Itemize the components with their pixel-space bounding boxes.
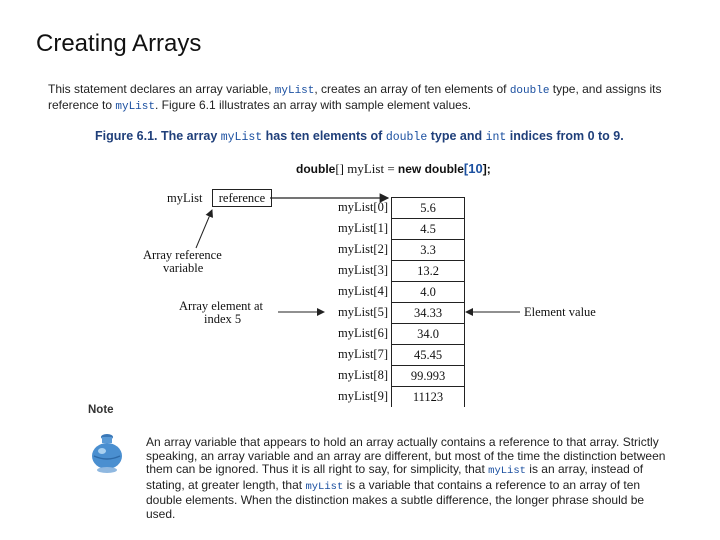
array-index-label: myList[6]	[338, 326, 388, 340]
reference-box: reference	[212, 189, 272, 207]
caption-code-3: int	[485, 131, 507, 144]
array-cell: 99.993	[392, 365, 464, 386]
array-index-label: myList[1]	[338, 221, 388, 235]
note-text-1: An array variable that appears to hold an array actually contains a reference to that array. Strictly speaking, an array variable and an array are different, but most of the time the distinction between them can be ignored. Thus it is all right to say, for simplicity, that	[146, 435, 666, 476]
note-text-2: is an array, instead of stating, at greater length, that	[146, 462, 644, 492]
array-cell: 5.6	[392, 197, 464, 218]
caption-text-2: has ten elements of	[262, 129, 386, 143]
vase-icon	[90, 432, 124, 474]
intro-text-4: . Figure 6.1 illustrates an array with sample element values.	[154, 98, 472, 112]
note-text-3: is a variable that contains a reference to an array of ten double elements. When the distinction makes a subtle difference, the longer phrase should be used.	[146, 477, 645, 521]
intro-code-2: double	[509, 85, 550, 97]
decl-var: [] myList =	[335, 161, 398, 176]
array-index-label: myList[2]	[338, 242, 388, 256]
var-name-label: myList	[167, 191, 203, 205]
array-index-label: myList[5]	[338, 305, 388, 319]
intro-text-1: This statement declares an array variable,	[48, 82, 275, 96]
ref-var-arrow	[196, 210, 212, 248]
array-index-label: myList[3]	[338, 263, 388, 277]
ref-var-label-2: variable	[163, 261, 204, 275]
decl-new: new double	[397, 162, 464, 176]
array-grid	[391, 197, 465, 407]
intro-text-3: type, and assigns its reference to	[48, 82, 662, 112]
intro-text-2: , creates an array of ten elements of	[314, 82, 510, 96]
caption-text-1: Figure 6.1. The array	[95, 129, 221, 143]
note-code-1: myList	[488, 465, 526, 477]
caption-text-4: indices from 0 to 9.	[506, 129, 624, 143]
intro-code-3: myList	[115, 101, 155, 113]
decl-close: ];	[482, 162, 491, 176]
note-label: Note	[88, 404, 114, 416]
note-paragraph	[146, 436, 674, 521]
array-index-label: myList[9]	[338, 389, 388, 403]
array-cell: 45.45	[392, 344, 464, 365]
array-cell: 4.0	[392, 281, 464, 302]
array-cell: 13.2	[392, 260, 464, 281]
note-code-2: myList	[305, 480, 344, 493]
array-cell: 34.0	[392, 323, 464, 344]
array-cell: 34.33	[392, 302, 464, 323]
decl-open: [	[463, 161, 469, 176]
array-index-label: myList[0]	[338, 200, 388, 214]
intro-code-1: myList	[274, 85, 315, 97]
elem-label-1: Array element at	[179, 299, 263, 313]
array-cell: 3.3	[392, 239, 464, 260]
elem-label-2: index 5	[204, 312, 242, 326]
caption-code-1: myList	[220, 131, 263, 144]
array-index-label: myList[8]	[338, 368, 388, 382]
element-value-label: Element value	[524, 305, 596, 319]
slide-title: Creating Arrays	[36, 30, 202, 57]
array-cell: 11123	[392, 386, 464, 407]
array-index-label: myList[4]	[338, 284, 388, 298]
array-cell: 4.5	[392, 218, 464, 239]
array-index-label: myList[7]	[338, 347, 388, 361]
ref-var-label-1: Array reference	[143, 248, 222, 262]
decl-type: double	[296, 162, 336, 176]
caption-text-3: type and	[427, 129, 486, 143]
caption-code-2: double	[385, 131, 428, 144]
decl-size: 10	[468, 161, 483, 176]
